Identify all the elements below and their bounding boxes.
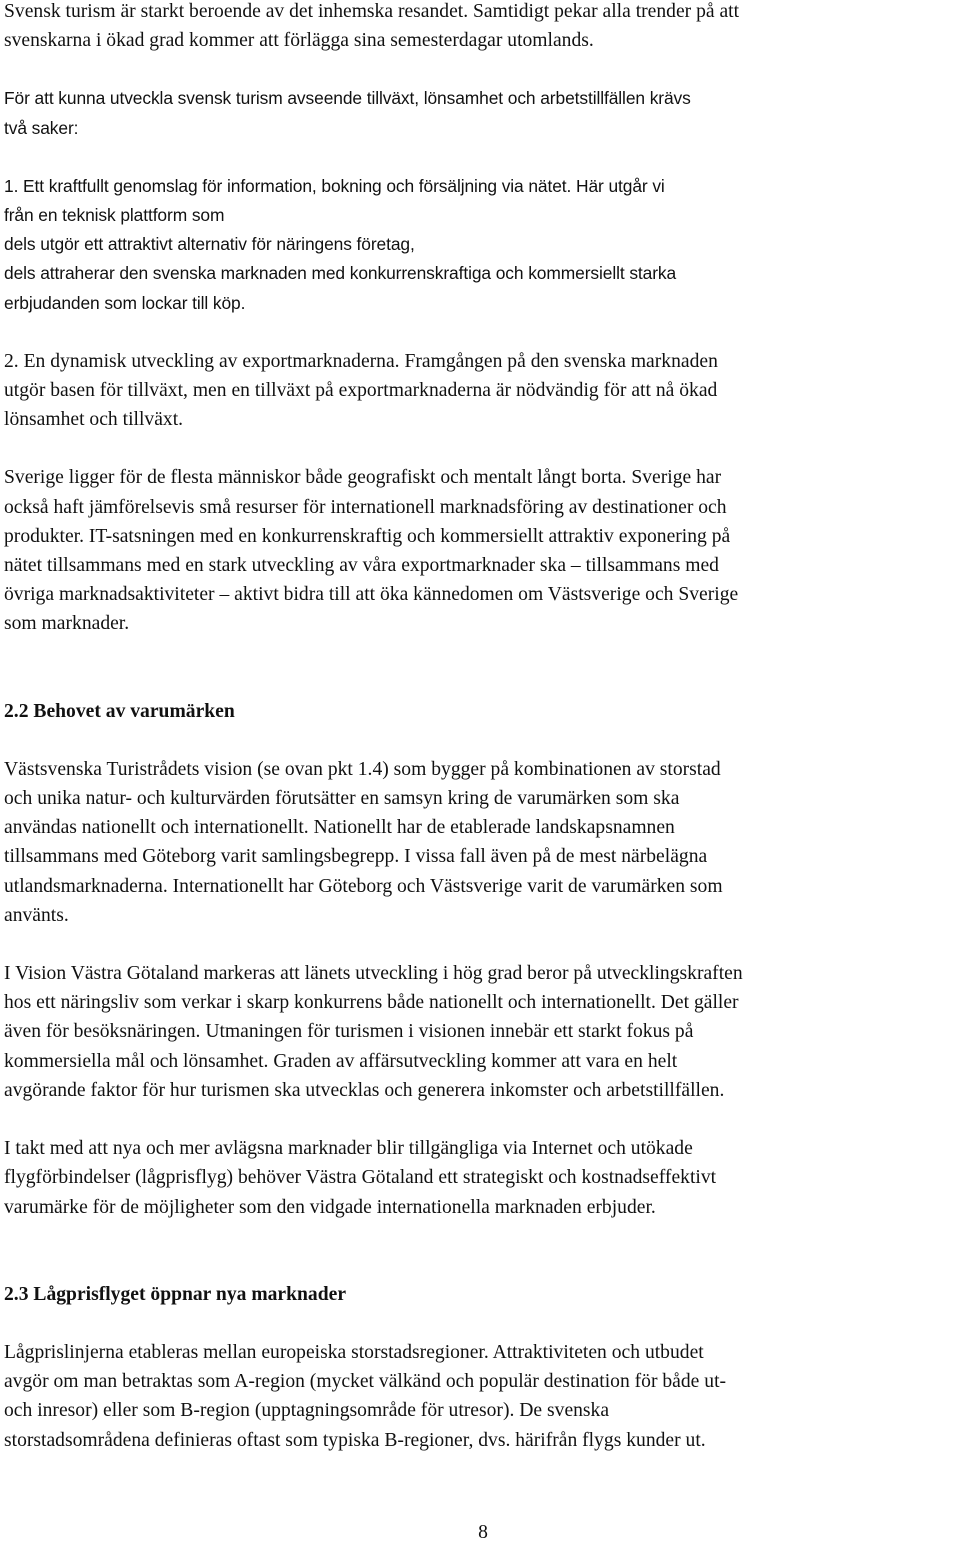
numbered-paragraph bbox=[4, 347, 956, 435]
text-line: För att kunna utveckla svensk turism avseende tillväxt, lönsamhet och arbetstillfällen krävs bbox=[4, 88, 691, 109]
paragraph bbox=[4, 84, 956, 142]
text-line: och inresor) eller som B-region (upptagningsområde för utresor). De svenska bbox=[4, 1400, 610, 1422]
text-line: nätet tillsammans med en stark utveckling av våra exportmarknader ska – tillsammans med bbox=[4, 555, 719, 577]
section-heading: 2.2 Behovet av varumärken bbox=[4, 700, 235, 722]
text-line: I takt med att nya och mer avlägsna marknader blir tillgängliga via Internet och utökade bbox=[4, 1138, 693, 1160]
paragraph bbox=[4, 0, 956, 55]
page-number: 8 bbox=[478, 1522, 488, 1543]
text-line: 2. En dynamisk utveckling av exportmarknaderna. Framgången på den svenska marknaden bbox=[4, 350, 718, 372]
text-line: dels utgör ett attraktivt alternativ för näringens företag, bbox=[4, 234, 415, 255]
text-line: varumärke för de möjligheter som den vidgade internationella marknaden erbjuder. bbox=[4, 1196, 656, 1218]
paragraph bbox=[4, 1338, 956, 1455]
paragraph bbox=[4, 1134, 956, 1222]
document-page bbox=[4, 0, 956, 1455]
text-line: från en teknisk plattform som bbox=[4, 205, 225, 226]
text-line: Sverige ligger för de flesta människor både geografiskt och mentalt långt borta. Sverige har bbox=[4, 467, 722, 489]
text-line: produkter. IT-satsningen med en konkurrenskraftig och kommersiellt attraktiv exponering på bbox=[4, 525, 731, 547]
text-line: övriga marknadsaktiviteter – aktivt bidra till att öka kännedomen om Västsverige och Sverige bbox=[4, 584, 739, 606]
text-line: utgör basen för tillväxt, men en tillväxt på exportmarknaderna är nödvändig för att nå ökad bbox=[4, 380, 718, 402]
text-line: använts. bbox=[4, 904, 69, 926]
paragraph bbox=[4, 463, 956, 638]
text-line: 1. Ett kraftfullt genomslag för information, bokning och försäljning via nätet. Här utgår vi bbox=[4, 175, 665, 196]
text-line: kommersiella mål och lönsamhet. Graden av affärsutveckling kommer att vara en helt bbox=[4, 1050, 678, 1072]
numbered-paragraph bbox=[4, 172, 956, 318]
text-line: dels attraherar den svenska marknaden med konkurrenskraftiga och kommersiellt starka bbox=[4, 263, 677, 284]
text-line: avgör om man betraktas som A-region (mycket välkänd och populär destination för både ut- bbox=[4, 1371, 727, 1393]
text-line: avgörande faktor för hur turismen ska utvecklas och generera inkomster och arbetstillfällen. bbox=[4, 1079, 725, 1101]
text-line: Lågprislinjerna etableras mellan europeiska storstadsregioner. Attraktiviteten och utbudet bbox=[4, 1341, 704, 1363]
text-line: utlandsmarknaderna. Internationellt har Göteborg och Västsverige varit de varumärken som bbox=[4, 875, 723, 897]
section-heading: 2.3 Lågprisflyget öppnar nya marknader bbox=[4, 1283, 347, 1305]
text-line: Västsvenska Turistrådets vision (se ovan pkt 1.4) som bygger på kombinationen av storstad bbox=[4, 758, 721, 780]
text-line: flygförbindelser (lågprisflyg) behöver Västra Götaland ett strategiskt och kostnadseffektivt bbox=[4, 1167, 717, 1189]
text-line: erbjudanden som lockar till köp. bbox=[4, 292, 246, 313]
text-line: hos ett näringsliv som verkar i skarp konkurrens både nationellt och internationellt. Det gäller bbox=[4, 992, 739, 1014]
text-line: även för besöksnäringen. Utmaningen för turismen i visionen innebär ett starkt fokus på bbox=[4, 1021, 694, 1043]
text-line: två saker: bbox=[4, 117, 79, 138]
text-line: I Vision Västra Götaland markeras att länets utveckling i hög grad beror på utvecklingskraften bbox=[4, 963, 743, 985]
text-line: tillsammans med Göteborg varit samlingsbegrepp. I vissa fall även på de mest närbelägna bbox=[4, 846, 708, 868]
text-line: Svensk turism är starkt beroende av det inhemska resandet. Samtidigt pekar alla trender på att bbox=[4, 1, 740, 22]
text-line: svenskarna i ökad grad kommer att förlägga sina semesterdagar utomlands. bbox=[4, 30, 594, 52]
text-line: också haft jämförelsevis små resurser för internationell marknadsföring av destinationer och bbox=[4, 496, 727, 518]
paragraph bbox=[4, 755, 956, 930]
text-line: och unika natur- och kulturvärden förutsätter en samsyn kring de varumärken som ska bbox=[4, 788, 680, 810]
text-line: lönsamhet och tillväxt. bbox=[4, 409, 184, 431]
text-line: användas nationellt och internationellt. Nationellt har de etablerade landskapsnamnen bbox=[4, 817, 675, 839]
text-line: som marknader. bbox=[4, 613, 130, 635]
paragraph bbox=[4, 959, 956, 1105]
text-line: storstadsområdena definieras oftast som typiska B-regioner, dvs. härifrån flygs kunder ut. bbox=[4, 1429, 706, 1451]
